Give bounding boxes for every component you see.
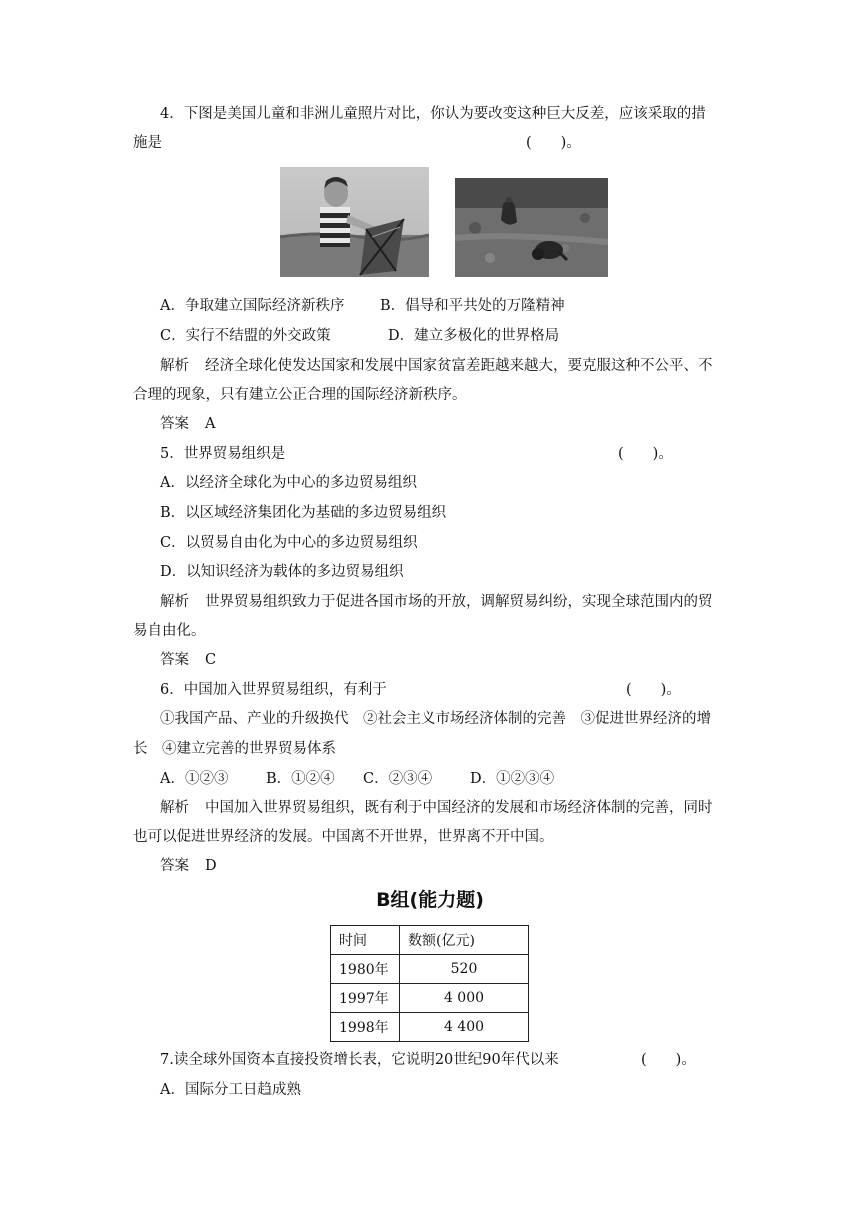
q5-analysis-label: 解析 <box>160 594 189 610</box>
table-row <box>331 955 529 984</box>
q4-stem-line1: 4．下图是美国儿童和非洲儿童照片对比，你认为要改变这种巨大反差，应该采取的措 <box>160 106 706 122</box>
q5-option-c: C．以贸易自由化为中心的多边贸易组织 <box>160 535 418 551</box>
q5-option-d: D．以知识经济为载体的多边贸易组织 <box>160 564 404 580</box>
q4-answer-label: 答案 <box>160 416 189 432</box>
q5-analysis-line2: 易自由化。 <box>133 623 206 639</box>
q6-option-d: D．①②③④ <box>470 771 555 787</box>
q6-stem: 6．中国加入世界贸易组织，有利于 <box>160 682 387 698</box>
q7-stem: 7.读全球外国资本直接投资增长表，它说明20世纪90年代以来 <box>160 1052 559 1068</box>
table-header-row <box>331 926 529 955</box>
q6-analysis-line1: 中国加入世界贸易组织，既有利于中国经济的发展和市场经济体制的完善，同时 <box>205 800 713 816</box>
q5-paren: ( )。 <box>618 446 673 462</box>
table-cell-year: 1997年 <box>331 984 400 1013</box>
table-cell-amount: 520 <box>400 955 529 984</box>
q5-analysis-line1: 世界贸易组织致力于促进各国市场的开放，调解贸易纠纷，实现全球范围内的贸 <box>205 594 713 610</box>
q4-option-b: B．倡导和平共处的万隆精神 <box>380 298 565 314</box>
q6-items-line1: ①我国产品、产业的升级换代 ②社会主义市场经济体制的完善 ③促进世界经济的增 <box>160 711 711 727</box>
q5-option-b: B．以区域经济集团化为基础的多边贸易组织 <box>160 505 447 521</box>
q5-answer: C <box>205 652 217 668</box>
q6-answer-label: 答案 <box>160 858 189 874</box>
table-row <box>331 1013 529 1042</box>
q6-option-a: A．①②③ <box>160 771 229 787</box>
q7-option-a: A．国际分工日趋成熟 <box>160 1082 301 1098</box>
q4-analysis-line1: 经济全球化使发达国家和发展中国家贫富差距越来越大，要克服这种不公平、不 <box>205 358 713 374</box>
q4-option-c: C．实行不结盟的外交政策 <box>160 328 331 344</box>
table-cell-amount: 4 000 <box>400 984 529 1013</box>
q4-option-a: A．争取建立国际经济新秩序 <box>160 298 345 314</box>
q6-answer: D <box>205 858 217 874</box>
q6-option-c: C．②③④ <box>363 771 433 787</box>
table-cell-amount: 4 400 <box>400 1013 529 1042</box>
q6-items-line2: 长 ④建立完善的世界贸易体系 <box>133 741 336 757</box>
section-b-title: B组(能力题) <box>376 889 484 911</box>
table-header-amount: 数额(亿元) <box>400 926 529 955</box>
q6-analysis-label: 解析 <box>160 800 189 816</box>
q6-analysis-line2: 也可以促进世界经济的发展。中国离不开世界，世界离不开中国。 <box>133 829 554 845</box>
q4-option-d: D．建立多极化的世界格局 <box>388 328 560 344</box>
q5-answer-label: 答案 <box>160 652 189 668</box>
q5-stem: 5．世界贸易组织是 <box>160 446 286 462</box>
q5-option-a: A．以经济全球化为中心的多边贸易组织 <box>160 475 417 491</box>
table-header-time: 时间 <box>331 926 400 955</box>
african-child-photo <box>455 178 608 277</box>
q4-analysis-label: 解析 <box>160 358 189 374</box>
q4-answer: A <box>205 416 216 432</box>
investment-table <box>330 925 529 1042</box>
q4-paren: ( )。 <box>526 135 581 151</box>
table-cell-year: 1998年 <box>331 1013 400 1042</box>
table-row <box>331 984 529 1013</box>
q6-option-b: B．①②④ <box>266 771 335 787</box>
q7-paren: ( )。 <box>641 1052 696 1068</box>
us-child-photo <box>280 167 429 277</box>
q4-stem-line2: 施是 <box>133 135 162 151</box>
table-cell-year: 1980年 <box>331 955 400 984</box>
q4-analysis-line2: 合理的现象，只有建立公正合理的国际经济新秩序。 <box>133 387 467 403</box>
q6-paren: ( )。 <box>626 682 681 698</box>
